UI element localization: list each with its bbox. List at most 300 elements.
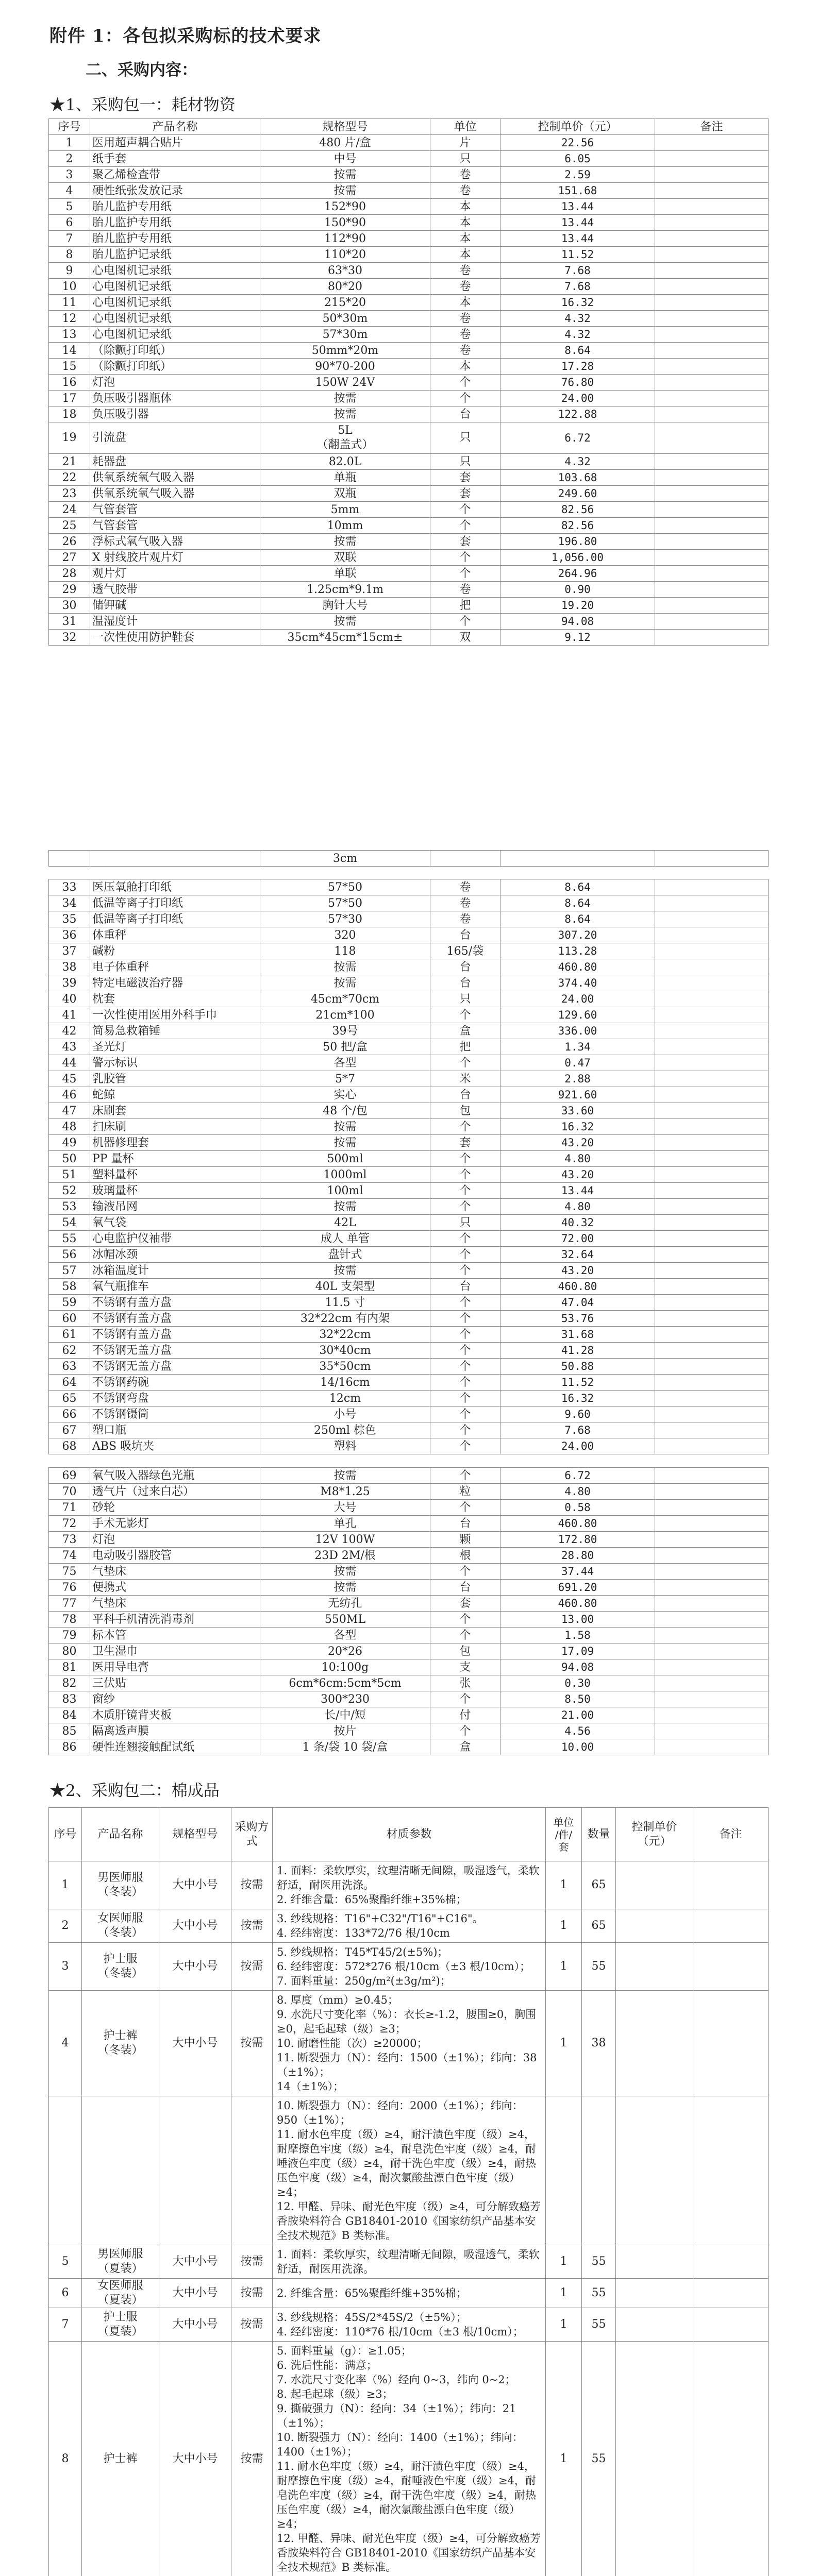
cell-name: ABS 吸坑夹 — [90, 1438, 260, 1454]
cell-spec: 1.25cm*9.1m — [260, 582, 430, 598]
cell-unit: 个 — [430, 1167, 500, 1183]
cell-unit: 卷 — [430, 327, 500, 343]
cell-price: 9.60 — [500, 1406, 655, 1422]
cell-no: 7 — [49, 2308, 82, 2342]
cell-name: 引流盘 — [90, 422, 260, 454]
cell-name: 硬性纸张发放记录 — [90, 183, 260, 199]
cell-spec: 按需 — [260, 406, 430, 422]
spec-line: 6. 洗后性能：满意； — [277, 2359, 377, 2371]
cell-remark — [655, 375, 769, 391]
table-row — [49, 582, 769, 598]
cell-unit: 只 — [430, 422, 500, 454]
cell-unit: 付 — [430, 1707, 500, 1723]
cell-unit: 米 — [430, 1071, 500, 1087]
cell-name: 输液吊网 — [90, 1199, 260, 1215]
cell-remark — [655, 1438, 769, 1454]
cell-price: 6.72 — [500, 422, 655, 454]
table-row — [49, 991, 769, 1007]
cell-unit: 根 — [430, 1548, 500, 1564]
cell-name: 警示标识 — [90, 1055, 260, 1071]
cell-remark — [655, 1087, 769, 1103]
cell-remark — [693, 2342, 769, 2576]
cell-price: 0.30 — [500, 1675, 655, 1691]
cell-price: 43.20 — [500, 1263, 655, 1279]
cell-remark — [655, 1215, 769, 1231]
cell-unit: 个 — [430, 502, 500, 518]
cell-no: 43 — [49, 1039, 90, 1055]
col-header-qty: 数量 — [582, 1808, 616, 1861]
cell-spec — [273, 2308, 546, 2342]
cell-unit: 套 — [430, 1596, 500, 1612]
spec-line: 1. 面料：柔软厚实，纹理清晰无间隙，吸湿透气，柔软舒适，耐医用洗涤。 — [277, 2248, 540, 2275]
table-row — [49, 1231, 769, 1247]
cell-spec: 20*26 — [260, 1643, 430, 1659]
cell-no: 82 — [49, 1675, 90, 1691]
cell-no: 59 — [49, 1295, 90, 1311]
cell-no: 54 — [49, 1215, 90, 1231]
cell-remark — [655, 1343, 769, 1359]
cell-remark — [693, 1909, 769, 1943]
cell-no: 3 — [49, 167, 90, 183]
cell-price: 82.56 — [500, 502, 655, 518]
table-row — [49, 470, 769, 486]
cell-no: 18 — [49, 406, 90, 422]
table-row — [49, 279, 769, 295]
cell-remark — [655, 1643, 769, 1659]
cell-size: 大中小号 — [159, 1991, 231, 2096]
cell-no: 79 — [49, 1628, 90, 1643]
cell-remark — [655, 1675, 769, 1691]
cell-no: 53 — [49, 1199, 90, 1215]
cell-no: 85 — [49, 1723, 90, 1739]
col-header-remark: 备注 — [693, 1808, 769, 1861]
table-row — [49, 247, 769, 263]
cell-unit: 片 — [430, 135, 500, 151]
cell-spec: 32*22cm — [260, 1327, 430, 1343]
cell-spec: 按需 — [260, 975, 430, 991]
cell-spec: 39号 — [260, 1023, 430, 1039]
cell-name: 不锈钢弯盘 — [90, 1391, 260, 1406]
cell-unit: 个 — [430, 1691, 500, 1707]
cell-no: 72 — [49, 1516, 90, 1532]
cell-unit: 个 — [430, 1199, 500, 1215]
table-row — [49, 1151, 769, 1167]
cell-name: 护士裤 （冬装） — [82, 1991, 159, 2096]
spec-line: 11. 断裂强力（N）：经向：1500（±1%）；纬向：38（±1%）； — [277, 2052, 537, 2078]
cell-name: 温湿度计 — [90, 614, 260, 630]
cell-remark — [655, 183, 769, 199]
cell-buy: 按需 — [231, 2308, 273, 2342]
cell-unit: 台 — [430, 1516, 500, 1532]
cell-unit: 个 — [430, 1151, 500, 1167]
table-row — [49, 1548, 769, 1564]
cell-name: 低温等离子打印纸 — [90, 895, 260, 911]
cell-price: 8.64 — [500, 895, 655, 911]
cell-price: 4.32 — [500, 327, 655, 343]
pack1-title: ★1、采购包一：耗材物资 — [49, 96, 236, 114]
cell-unit: 卷 — [430, 582, 500, 598]
cell-remark — [655, 391, 769, 406]
cell-name — [82, 2096, 159, 2245]
col-header-price: 控制单价（元） — [616, 1808, 693, 1861]
cell-name: 不锈钢镊筒 — [90, 1406, 260, 1422]
table-row — [49, 231, 769, 247]
cell-price: 1.58 — [500, 1628, 655, 1643]
cell-remark — [655, 1231, 769, 1247]
cell-price: 103.68 — [500, 470, 655, 486]
cell-no: 81 — [49, 1659, 90, 1675]
cell-remark — [655, 1659, 769, 1675]
cell-size: 大中小号 — [159, 2308, 231, 2342]
cell-remark — [655, 1484, 769, 1500]
cell-price: 17.28 — [500, 359, 655, 375]
cell-name: 气管套管 — [90, 502, 260, 518]
cell-price: 13.00 — [500, 1612, 655, 1628]
cell-name: 观片灯 — [90, 566, 260, 582]
table-row — [49, 1612, 769, 1628]
table-row — [49, 1723, 769, 1739]
cell-no: 6 — [49, 215, 90, 231]
cell-name: 耗器盘 — [90, 454, 260, 470]
table-row — [49, 1359, 769, 1375]
cell-qty: 55 — [582, 2279, 616, 2308]
cell-remark — [655, 879, 769, 895]
col-header-spec: 材质参数 — [273, 1808, 546, 1861]
cell-no: 61 — [49, 1327, 90, 1343]
table-row — [49, 1500, 769, 1516]
table-row — [49, 1532, 769, 1548]
cell-unit: 本 — [430, 295, 500, 311]
cell-spec: 150W 24V — [260, 375, 430, 391]
col-header-unit: 单位 — [430, 119, 500, 135]
cell-qty — [582, 2096, 616, 2245]
table-row — [49, 1991, 769, 2096]
cell-price: 17.09 — [500, 1643, 655, 1659]
cell-price: 129.60 — [500, 1007, 655, 1023]
cell-unit: 套 — [430, 534, 500, 550]
pack1-gap-row — [48, 850, 769, 867]
cell-no: 8 — [49, 247, 90, 263]
spec-line: 10. 断裂强力（N）：经向：2000（±1%）；纬向：950（±1%）； — [277, 2099, 523, 2126]
cell-spec: 100ml — [260, 1183, 430, 1199]
cell-price: 24.00 — [500, 391, 655, 406]
cell-price: 9.12 — [500, 630, 655, 646]
cell-no: 22 — [49, 470, 90, 486]
table-row — [49, 1406, 769, 1422]
cell-size: 大中小号 — [159, 1943, 231, 1991]
cell-remark — [655, 1580, 769, 1596]
col-header-name: 产品名称 — [90, 119, 260, 135]
cell-remark — [655, 1183, 769, 1199]
cell-unit: 台 — [430, 959, 500, 975]
cell-price — [616, 1991, 693, 2096]
cell-no: 12 — [49, 311, 90, 327]
cell-price — [616, 2342, 693, 2576]
cell-remark — [655, 1691, 769, 1707]
cell-name: 女医师服 （冬装） — [82, 1909, 159, 1943]
cell-name: 储钾碱 — [90, 598, 260, 614]
cell-unit: 把 — [430, 598, 500, 614]
table-row — [49, 375, 769, 391]
table-header-row — [49, 119, 769, 135]
cell-qty: 65 — [582, 1909, 616, 1943]
cell-spec: 57*30m — [260, 327, 430, 343]
cell-unit: 卷 — [430, 167, 500, 183]
cell-name: 胎儿监护专用纸 — [90, 199, 260, 215]
cell-spec: 按需 — [260, 167, 430, 183]
cell-price: 32.64 — [500, 1247, 655, 1263]
cell-qty: 55 — [582, 2342, 616, 2576]
cell-price: 72.00 — [500, 1231, 655, 1247]
cell-unit: 卷 — [430, 343, 500, 359]
cell-price: 460.80 — [500, 1596, 655, 1612]
cell-spec: 长/中/短 — [260, 1707, 430, 1723]
cell-spec: 按需 — [260, 183, 430, 199]
cell-name: （除颤打印纸） — [90, 343, 260, 359]
table-row — [49, 2279, 769, 2308]
cell-spec: 42L — [260, 1215, 430, 1231]
cell-name: 胎儿监护专用纸 — [90, 215, 260, 231]
col-header-spec: 规格型号 — [260, 119, 430, 135]
cell-price: 53.76 — [500, 1311, 655, 1327]
cell-name: 蛇鲸 — [90, 1087, 260, 1103]
cell-name: 三伏贴 — [90, 1675, 260, 1691]
cell-unit: 个 — [430, 1263, 500, 1279]
spec-line: 4. 经纬密度：133*72/76 根/10cm — [277, 1927, 450, 1939]
cell-remark — [655, 167, 769, 183]
cell-name: 特定电磁波治疗器 — [90, 975, 260, 991]
table-row — [49, 630, 769, 646]
cell-price: 24.00 — [500, 1438, 655, 1454]
cell-unit: 盒 — [430, 1023, 500, 1039]
cell-price: 6.05 — [500, 151, 655, 167]
table-row — [49, 2342, 769, 2576]
cell-price: 13.44 — [500, 231, 655, 247]
cell-no: 8 — [49, 2342, 82, 2576]
cell-no: 11 — [49, 295, 90, 311]
spec-line: 6. 经纬密度：572*276 根/10cm（±3 根/10cm）； — [277, 1960, 531, 1973]
cell-no — [49, 2096, 82, 2245]
cell-no: 35 — [49, 911, 90, 927]
cell-unit: 台 — [430, 975, 500, 991]
cell-unit: 个 — [430, 550, 500, 566]
cell-name: 透气胶带 — [90, 582, 260, 598]
cell-spec — [273, 2342, 546, 2576]
cell-spec: 112*90 — [260, 231, 430, 247]
cell-remark — [693, 2279, 769, 2308]
cell-unit: 台 — [430, 1087, 500, 1103]
cell-unit: 台 — [430, 1580, 500, 1596]
table-row — [49, 943, 769, 959]
cell-remark — [693, 1861, 769, 1909]
cell-no: 4 — [49, 1991, 82, 2096]
cell-name: 心电图机记录纸 — [90, 263, 260, 279]
cell-remark — [655, 199, 769, 215]
cell-remark — [655, 1311, 769, 1327]
cell-buy: 按需 — [231, 1909, 273, 1943]
cell-remark — [655, 1055, 769, 1071]
cell-size: 大中小号 — [159, 2279, 231, 2308]
cell-price: 460.80 — [500, 1516, 655, 1532]
cell-spec: 按需 — [260, 1263, 430, 1279]
cell-no: 47 — [49, 1103, 90, 1119]
cell-name: 浮标式氧气吸入器 — [90, 534, 260, 550]
cell-spec: 320 — [260, 927, 430, 943]
cell-remark — [655, 1119, 769, 1135]
table-row — [49, 1119, 769, 1135]
cell-no: 26 — [49, 534, 90, 550]
cell-price: 19.20 — [500, 598, 655, 614]
pack1-table — [48, 118, 769, 646]
spec-line: 3. 纱线规格：T16"+C32"/T16"+C16"。 — [277, 1912, 483, 1925]
cell-buy: 按需 — [231, 1943, 273, 1991]
cell-qty: 55 — [582, 2245, 616, 2279]
cell-unit: 把 — [430, 1039, 500, 1055]
cell-remark — [655, 1151, 769, 1167]
table-row — [49, 263, 769, 279]
cell-remark — [655, 566, 769, 582]
cell-price: 11.52 — [500, 247, 655, 263]
col-header-remark: 备注 — [655, 119, 769, 135]
cell-spec: 480 片/盒 — [260, 135, 430, 151]
cell-spec: 塑料 — [260, 1438, 430, 1454]
pack2-table — [48, 1807, 769, 2576]
cell-remark — [655, 135, 769, 151]
cell-remark — [655, 406, 769, 422]
cell-spec: 1000ml — [260, 1167, 430, 1183]
cell-price: 94.08 — [500, 1659, 655, 1675]
cell-no: 16 — [49, 375, 90, 391]
cell-price: 4.56 — [500, 1723, 655, 1739]
cell-unit: 套 — [430, 1135, 500, 1151]
cell-name: 氧气吸入器绿色光瓶 — [90, 1468, 260, 1484]
cell-name: 木质肝镜背夹板 — [90, 1707, 260, 1723]
cell-spec: 500ml — [260, 1151, 430, 1167]
cell-remark — [655, 295, 769, 311]
cell-name: 平科手机清洗消毒剂 — [90, 1612, 260, 1628]
cell-remark — [693, 1991, 769, 2096]
cell-spec: 57*50 — [260, 895, 430, 911]
table-row — [49, 614, 769, 630]
col-header-price: 控制单价（元） — [500, 119, 655, 135]
cell-price: 0.90 — [500, 582, 655, 598]
cell-unit: 个 — [430, 1327, 500, 1343]
cell-unit: 1 — [546, 2279, 582, 2308]
cell-remark — [655, 630, 769, 646]
spec-line: 4. 经纬密度：110*76 根/10cm（±3 根/10cm）； — [277, 2326, 524, 2338]
cell-spec: 35*50cm — [260, 1359, 430, 1375]
cell-remark — [693, 2308, 769, 2342]
cell-spec: 57*50 — [260, 879, 430, 895]
cell-name: 床刷套 — [90, 1103, 260, 1119]
cell-name: 气垫床 — [90, 1564, 260, 1580]
cell-price: 4.80 — [500, 1199, 655, 1215]
cell-unit: 套 — [430, 486, 500, 502]
cell-unit: 个 — [430, 1723, 500, 1739]
cell-spec: 按需 — [260, 1119, 430, 1135]
cell-size: 大中小号 — [159, 2245, 231, 2279]
cell-spec: 45cm*70cm — [260, 991, 430, 1007]
cell-name: 硬性连翘接触配试纸 — [90, 1739, 260, 1755]
cell-spec: 大号 — [260, 1500, 430, 1516]
cell-remark — [655, 518, 769, 534]
cell-remark — [655, 1039, 769, 1055]
cell-unit: 支 — [430, 1659, 500, 1675]
cell-no: 33 — [49, 879, 90, 895]
table-row — [49, 183, 769, 199]
cell-name: 电子体重秤 — [90, 959, 260, 975]
cell-remark — [693, 1943, 769, 1991]
cell-spec — [273, 1943, 546, 1991]
col-header-unit: 单位 /件/ 套 — [546, 1808, 582, 1861]
cell-spec: 按片 — [260, 1723, 430, 1739]
cell-spec: 小号 — [260, 1406, 430, 1422]
cell-remark — [655, 895, 769, 911]
cell-name: 塑口瓶 — [90, 1422, 260, 1438]
table-row — [49, 295, 769, 311]
table-row — [49, 1039, 769, 1055]
cell-name: 供氧系统氧气吸入器 — [90, 486, 260, 502]
cell-remark — [655, 927, 769, 943]
cell-qty: 65 — [582, 1861, 616, 1909]
cell-name: 心电监护仪袖带 — [90, 1231, 260, 1247]
cell-no: 65 — [49, 1391, 90, 1406]
cell-spec: 按需 — [260, 959, 430, 975]
spec-line: 11. 耐水色牢度（级）≥4，耐汗渍色牢度（级）≥4，耐摩擦色牢度（级）≥4，耐皂洗色牢度（级）≥4，耐唾液色牢度（级）≥4，耐干洗色牢度（级）≥4，耐热压色牢度（级）≥4，耐次氯酸盐漂白色牢度（级）≥4； — [277, 2128, 536, 2198]
cell-unit: 包 — [430, 1103, 500, 1119]
table-row — [49, 518, 769, 534]
cell-name: 塑料量杯 — [90, 1167, 260, 1183]
cell-unit: 个 — [430, 1119, 500, 1135]
cell-price: 4.80 — [500, 1484, 655, 1500]
cell-no: 19 — [49, 422, 90, 454]
cell-price: 24.00 — [500, 991, 655, 1007]
cell-price: 374.40 — [500, 975, 655, 991]
cell-no: 83 — [49, 1691, 90, 1707]
table-row — [49, 1215, 769, 1231]
pack1-table-cont — [48, 879, 769, 1454]
cell-spec: 单孔 — [260, 1516, 430, 1532]
cell-no: 21 — [49, 454, 90, 470]
cell-remark — [655, 1422, 769, 1438]
cell-price — [616, 2245, 693, 2279]
cell-no: 34 — [49, 895, 90, 911]
cell-remark — [655, 911, 769, 927]
cell-name: 不锈钢无盖方盘 — [90, 1359, 260, 1375]
table-row — [49, 1023, 769, 1039]
cell-name: 护士服 （夏装） — [82, 2308, 159, 2342]
table-row — [49, 1327, 769, 1343]
cell-name: 不锈钢有盖方盘 — [90, 1327, 260, 1343]
cell-name: 护士服 （冬装） — [82, 1943, 159, 1991]
spec-line: 8. 起毛起球（级）≥3； — [277, 2388, 393, 2400]
cell-unit: 卷 — [430, 911, 500, 927]
cell-price: 460.80 — [500, 1279, 655, 1295]
cell-no: 63 — [49, 1359, 90, 1375]
table-row — [49, 151, 769, 167]
table-row — [49, 598, 769, 614]
cell-no: 45 — [49, 1071, 90, 1087]
cell-name: 不锈钢药碗 — [90, 1375, 260, 1391]
cell-name: 枕套 — [90, 991, 260, 1007]
cell-remark — [655, 614, 769, 630]
cell-no: 40 — [49, 991, 90, 1007]
cell-no: 39 — [49, 975, 90, 991]
cell-spec: 12V 100W — [260, 1532, 430, 1548]
table-row — [49, 1943, 769, 1991]
table-row — [49, 1167, 769, 1183]
cell-spec: 50*30m — [260, 311, 430, 327]
